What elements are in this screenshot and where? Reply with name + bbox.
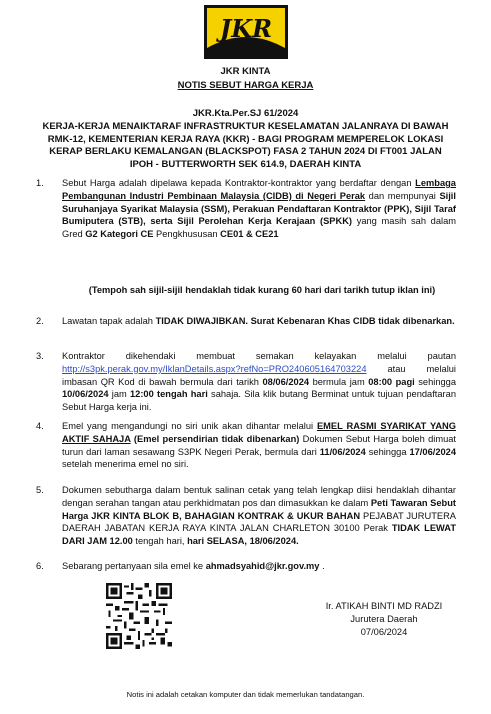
- item-text: [62, 560, 456, 573]
- certificates-text: Sijil Suruhanjaya Syarikat Malaysia (SSM), Perakuan Pendaftaran Kontraktor (PPK), Sijil Taraf Bumiputera (STB), serta Sijil Perolehan Kerja Kerajaan (SPKK): [62, 190, 456, 227]
- text-segment: Dokumen sebutharga dalam bentuk salinan cetak yang telah lengkap diisi hendaklah dihantar dengan serahan tangan atau perkhidmatan pos dan dimasukkan ke dalam: [62, 485, 456, 508]
- svg-text:JKR: JKR: [219, 14, 273, 43]
- site-visit-text: TIDAK DIWAJIBKAN. Surat Kebenaran Khas CIDB tidak dibenarkan.: [155, 316, 455, 326]
- text-segment: setelah menerima emel no siri.: [62, 459, 189, 470]
- text-segment: sehingga: [365, 446, 410, 457]
- text-segment: Kontraktor dikehendaki membuat semakan kelayakan melalui pautan: [62, 351, 456, 361]
- contact-email[interactable]: ahmadsyahid@jkr.gov.my: [205, 561, 320, 571]
- date-to: 10/06/2024: [62, 389, 109, 400]
- qr-code[interactable]: [106, 583, 172, 649]
- notice-subject: KERJA-KERJA MENAIKTARAF INFRASTRUKTUR KESELAMATAN JALANRAYA DI BAWAH RMK-12, KEMENTERIAN KERJA RAYA (KKR) - BAGI PROGRAM MEMPERELOK LOKASI KERAP BERLAKU KEMALANGAN (BLACKSPOT) FASA 2 TAHUN 2024 DI FT001 JALAN IPOH - BUTTERWORTH SEK 614.9, DAERAH KINTA: [42, 121, 449, 170]
- text-segment: Emel yang mengandungi no siri unik akan dihantar melalui: [62, 421, 317, 431]
- jkr-logo-icon: [203, 4, 289, 60]
- item-text: [62, 484, 456, 548]
- text-segment: Dokumen Sebut Harga boleh dimuat turun dari laman sesawang S3PK Negeri Perak, bermula dari: [62, 433, 456, 457]
- text-segment: Sebarang pertanyaan sila emel ke: [62, 561, 206, 571]
- organization-name: JKR KINTA: [220, 66, 271, 77]
- text-segment: dan mempunyai: [365, 190, 440, 201]
- signatory-name: Ir. ATIKAH BINTI MD RADZI: [325, 601, 443, 611]
- time-to: 12:00 tengah hari: [130, 389, 208, 400]
- validity-note: (Tempoh sah sijil-sijil hendaklah tidak kurang 60 hari dari tarikh tutup iklan ini): [88, 285, 436, 295]
- personal-email-note: (Emel persendirian tidak dibenarkan): [130, 433, 300, 444]
- s3pk-link[interactable]: http://s3pk.perak.gov.my/IklanDetails.aspx?refNo=PRO240605164703224: [62, 363, 367, 374]
- signature-date: 07/06/2024: [360, 627, 408, 637]
- item-number: 3.: [36, 351, 44, 361]
- text-segment: Pengkhususan: [153, 229, 221, 240]
- item-text: [62, 315, 456, 328]
- item-text: [62, 177, 456, 241]
- text-segment: .: [319, 561, 325, 571]
- text-segment: sahaja. Sila klik butang Berminat untuk tujuan pendaftaran Sebut Harga kerja ini.: [62, 389, 456, 413]
- grade-text: G2 Kategori CE: [85, 229, 154, 240]
- download-date-to: 17/06/2024: [409, 446, 456, 457]
- download-date-from: 11/06/2024: [319, 446, 366, 457]
- reference-number: JKR.Kta.Per.SJ 61/2024: [192, 108, 299, 119]
- notice-title: NOTIS SEBUT HARGA KERJA: [177, 80, 314, 91]
- time-from: 08:00 pagi: [368, 376, 415, 387]
- text-segment: bermula jam: [309, 376, 369, 387]
- item-text: [62, 350, 456, 414]
- text-segment: sehingga: [414, 376, 457, 387]
- deadline-date: hari SELASA, 18/06/2024.: [187, 536, 299, 547]
- text-segment: tengah hari,: [132, 536, 188, 547]
- jkr-logo: [203, 4, 289, 60]
- text-segment: Sebut Harga adalah dipelawa kepada Kontraktor-kontraktor yang berdaftar dengan: [62, 178, 412, 188]
- item-number: 4.: [36, 421, 44, 431]
- text-segment: PEJABAT JURUTERA DAERAH JABATAN KERJA RAYA KINTA JALAN CHARLETON 30100 Perak: [62, 510, 456, 534]
- item-text: [62, 420, 456, 471]
- item-number: 5.: [36, 485, 44, 495]
- text-segment: jam: [108, 389, 130, 400]
- official-email-text: EMEL RASMI SYARIKAT YANG AKTIF SAHAJA: [62, 421, 456, 444]
- text-segment: yang masih sah dalam Gred: [62, 216, 456, 240]
- specialization-text: CE01 & CE21: [220, 229, 279, 240]
- footer-note: Notis ini adalah cetakan komputer dan tidak memerlukan tandatangan.: [126, 690, 365, 699]
- qr-code-icon: [106, 583, 172, 649]
- signatory-title: Jurutera Daerah: [350, 614, 418, 624]
- item-number: 1.: [36, 178, 44, 188]
- item-number: 2.: [36, 316, 44, 326]
- text-segment: atau melalui imbasan QR Kod di bawah bermula dari tarikh: [62, 363, 456, 387]
- deadline-time: TIDAK LEWAT DARI JAM 12.00: [62, 523, 456, 547]
- date-from: 08/06/2024: [262, 376, 310, 387]
- tender-box-text: Peti Tawaran Sebut Harga JKR KINTA BLOK B, BAHAGIAN KONTRAK & UKUR BAHAN: [62, 497, 456, 521]
- item-number: 6.: [36, 561, 44, 571]
- cidb-text: Lembaga Pembangunan Industri Pembinaan Malaysia (CIDB) di Negeri Perak: [62, 178, 456, 201]
- text-segment: Lawatan tapak adalah: [62, 316, 156, 326]
